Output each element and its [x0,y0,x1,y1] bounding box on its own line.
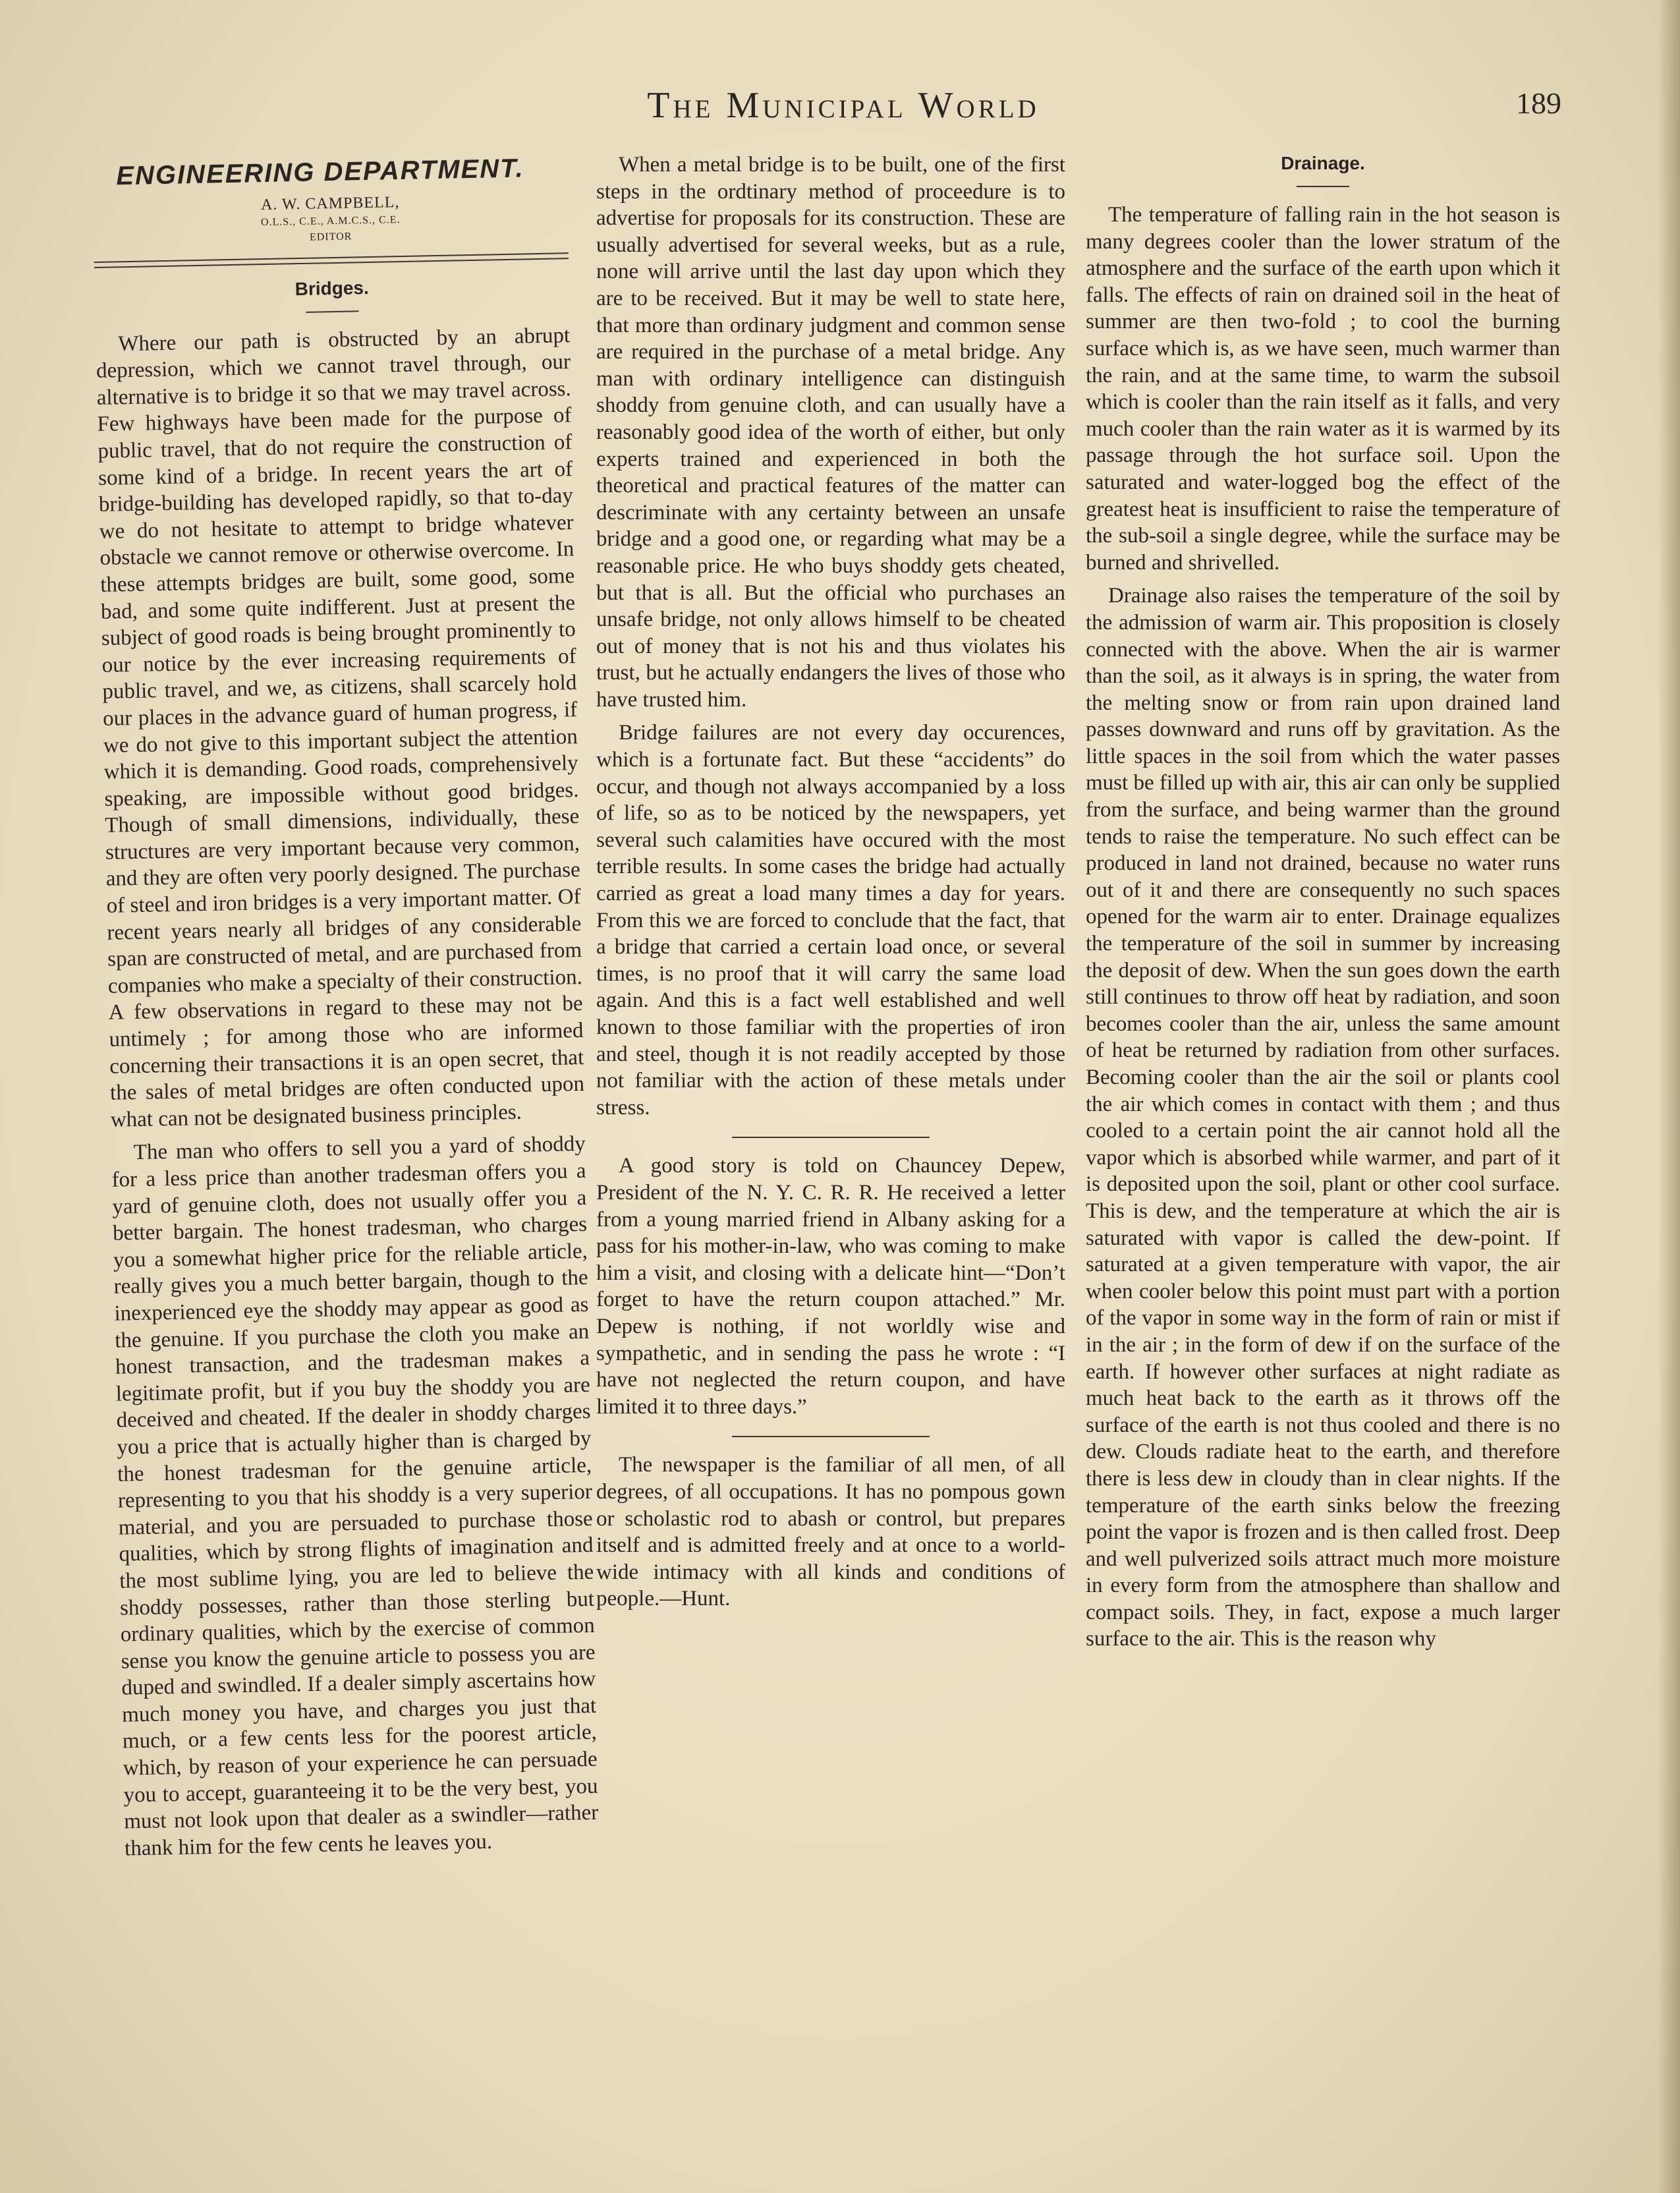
editor-role: EDITOR [309,231,352,243]
page-number: 189 [1516,86,1561,120]
bridges-heading: Bridges. [294,277,370,299]
book-spine-shadow [1658,0,1680,2193]
editor-name: A. W. CAMPBELL, [260,193,400,214]
drainage-paragraph: The temperature of falling rain in the hot season is many degrees cooler than the lower stratum of the atmosphere and the surface of the earth upon which it falls. The effects of rain on drained soil in the heat of summer are then two-fold ; to cool the burning surface which is, as we have seen, much warmer than the rain, and at the same time, to warm the subsoil which is cooler than the rain itself as it falls, and very much cooler than the rain water as it is warmed by its passage through the hot surface soil. Upon the saturated and water-logged bog the effect of the greatest heat is insufficient to raise the temperature of the sub-soil a single degree, while the surface may be burned and shrivelled. [1086,203,1560,575]
section-divider [732,1436,930,1437]
short-rule-divider [1297,186,1349,187]
newspaper-quote: The newspaper is the familiar of all men, of all degrees, of all occupations. It has no pompous gown or scholastic rod to abash or control, but prepares itself and is admitted freely and at once to a world-wide intimacy with all kinds and conditions of people.—Hunt. [596,1453,1065,1611]
section-divider [732,1137,930,1138]
running-title: The Municipal World [647,85,1040,126]
column-3 [1086,152,1560,2128]
bridges-paragraph: When a metal bridge is to be built, one of the first steps in the ordtinary method of proceedure is to advertise for proposals for its construction. These are usually advertised for several weeks, but as a rule, none will arrive until the last day upon which they are to be received. But it may be well to state here, that more than ordinary judgment and common sense are required in the purchase of a metal bridge. Any man with ordinary intelligence can distinguish shoddy from genuine cloth, and can usually have a reasonably good idea of the worth of either, but only experts trained and experienced in both the theoretical and practical features of the matter can descriminate with any certainty between an unsafe bridge and a good one, or regarding what may be a reasonable price. He who buys shoddy gets cheated, but that is all. But the official who purchases an unsafe bridge, not only allows himself to be cheated out of money that is not his and thus violates his trust, but he actually endangers the lives of those who have trusted him. [596,153,1065,712]
department-title: ENGINEERING DEPARTMENT. [115,154,525,191]
drainage-heading: Drainage. [1281,153,1365,173]
running-head [0,84,1680,130]
double-rule-divider [94,252,569,268]
column-1 [92,154,604,2140]
short-rule-divider [306,310,358,313]
editor-credentials: O.L.S., C.E., A.M.C.S., C.E. [260,214,401,228]
drainage-paragraph: Drainage also raises the temperature of the soil by the admission of warm air. This proposition is closely connected with the above. When the air is warmer than the soil, as it always is in spring, the water from the melting snow or from rain upon drained land passes downward and runs off by gravitation. As the little spaces in the soil from which the water passes must be filled up with air, this air can only be supplied from the surface, and being warmer than the ground tends to raise the temperature. No such effect can be produced in land not drained, because no water runs out of it and there are consequently no such spaces opened for the warm air to enter. Drainage equalizes the temperature of the soil in summer by increasing the deposit of dew. When the sun goes down the earth still continues to throw off heat by radiation, and soon becomes cooler than the air, unless the same amount of heat be returned by radiation from other surfaces. Becoming cooler than the air the soil or plants cool the air which comes in contact with them ; and thus cooled to a certain point the air cannot hold all the vapor which is absorbed while warmer, and part of it is deposited upon the soil, plant or other cool surface. This is dew, and the temperature at which the air is saturated with vapor is called the dew-point. If saturated at a given temperature with vapor, the air when cooler below this point must part with a portion of the vapor in some way in the form of rain or mist if in the air ; in the form of dew if on the surface of the earth. If however other surfaces at night radiate as much heat back to the earth as it throws off the surface of the earth is not thus cooled and there is no dew. Clouds radiate heat to the earth, and therefore there is less dew in cloudy than in clear nights. If the temperature of the earth sinks below the freezing point the vapor is frozen and is then called frost. Deep and well pulverized soils attract much more moisture in every form from the atmosphere than shallow and compact soils. They, in fact, expose a much larger surface to the air. This is the reason why [1086,584,1560,1651]
bridges-paragraph: Where our path is obstructed by an abrupt depression, which we cannot travel through, our alternative is to bridge it so that we may travel across. Few highways have been made for the purpose of public travel, that do not require the construction of some kind of a bridge. In recent years the art of bridge-building has developed rapidly, so that to-day we do not hesitate to attempt to bridge whatever obstacle we cannot remove or otherwise overcome. In these attempts bridges are built, some good, some bad, and some quite indifferent. Just at present the subject of good roads is being brought prominently to our notice by the ever increasing requirements of public travel, and we, as citizens, shall scarcely hold our places in the advance guard of human progress, if we do not give to this important subject the attention which it is demanding. Good roads, comprehensively speaking, are impossible without good bridges. Though of small dimensions, individually, these structures are very important because very common, and they are often very poorly designed. The purchase of steel and iron bridges is a very important matter. Of recent years nearly all bridges of any considerable span are constructed of metal, and are purchased from companies who make a specialty of their construction. A few observations in regard to these may not be untimely ; for among those who are informed concerning their transactions it is an open secret, that the sales of metal bridges are often conducted upon what can not be designated business principles. [96,323,585,1132]
bridges-paragraph: The man who offers to sell you a yard of shoddy for a less price than another tradesman offers you a yard of genuine cloth, does not usually offer you a better bargain. The honest tradesman, who charges you a somewhat higher price for the reliable article, really gives you a much better bargain, though to the inexperienced eye the shoddy may appear as good as the genuine. If you purchase the cloth you make an honest transaction, and the tradesman makes a legitimate profit, but if you buy the shoddy you are deceived and cheated. If the dealer in shoddy charges you a price that is actually higher than is charged by the honest tradesman for the genuine article, representing to you that his shoddy is a very superior material, and you are persuaded to purchase those qualities, which by strong flights of imagination and the most sublime lying, you are led to believe the shoddy possesses, rather than those sterling but ordinary qualities, which by the exercise of common sense you know the genuine article to possess you are duped and swindled. If a dealer simply ascertains how much money you have, and charges you just that much, or a few cents less for the poorest article, which, by reason of your experience he can persuade you to accept, guaranteeing it to be the very best, you must not look upon that dealer as a swindler—rather thank him for the few cents he leaves you. [111,1132,599,1861]
column-2 [596,152,1065,2128]
bridges-paragraph: Bridge failures are not every day occurences, which is a fortunate fact. But these “accidents” do occur, and though not always accompanied by a loss of life, so as to be noticed by the newspapers, yet several such calamities have occured with the most terrible results. In some cases the bridge had actually carried as great a load many times a day for years. From this we are forced to conclude that the fact, that a bridge that carried a certain load once, or several times, is no proof that it will carry the same load again. And this is a fact well established and well known to those familiar with the properties of iron and steel, though it is not readily accepted by those not familiar with the action of these metals under stress. [596,721,1065,1120]
depew-story: A good story is told on Chauncey Depew, President of the N. Y. C. R. R. He received a letter from a young married friend in Albany asking for a pass for his mother-in-law, who was coming to make him a visit, and closing with a delicate hint—“Don’t forget to have the return coupon attached.” Mr. Depew is nothing, if not worldly wise and sympathetic, and in sending the pass he wrote : “I have not neglected the return coupon, and have limited it to three days.” [596,1154,1065,1419]
